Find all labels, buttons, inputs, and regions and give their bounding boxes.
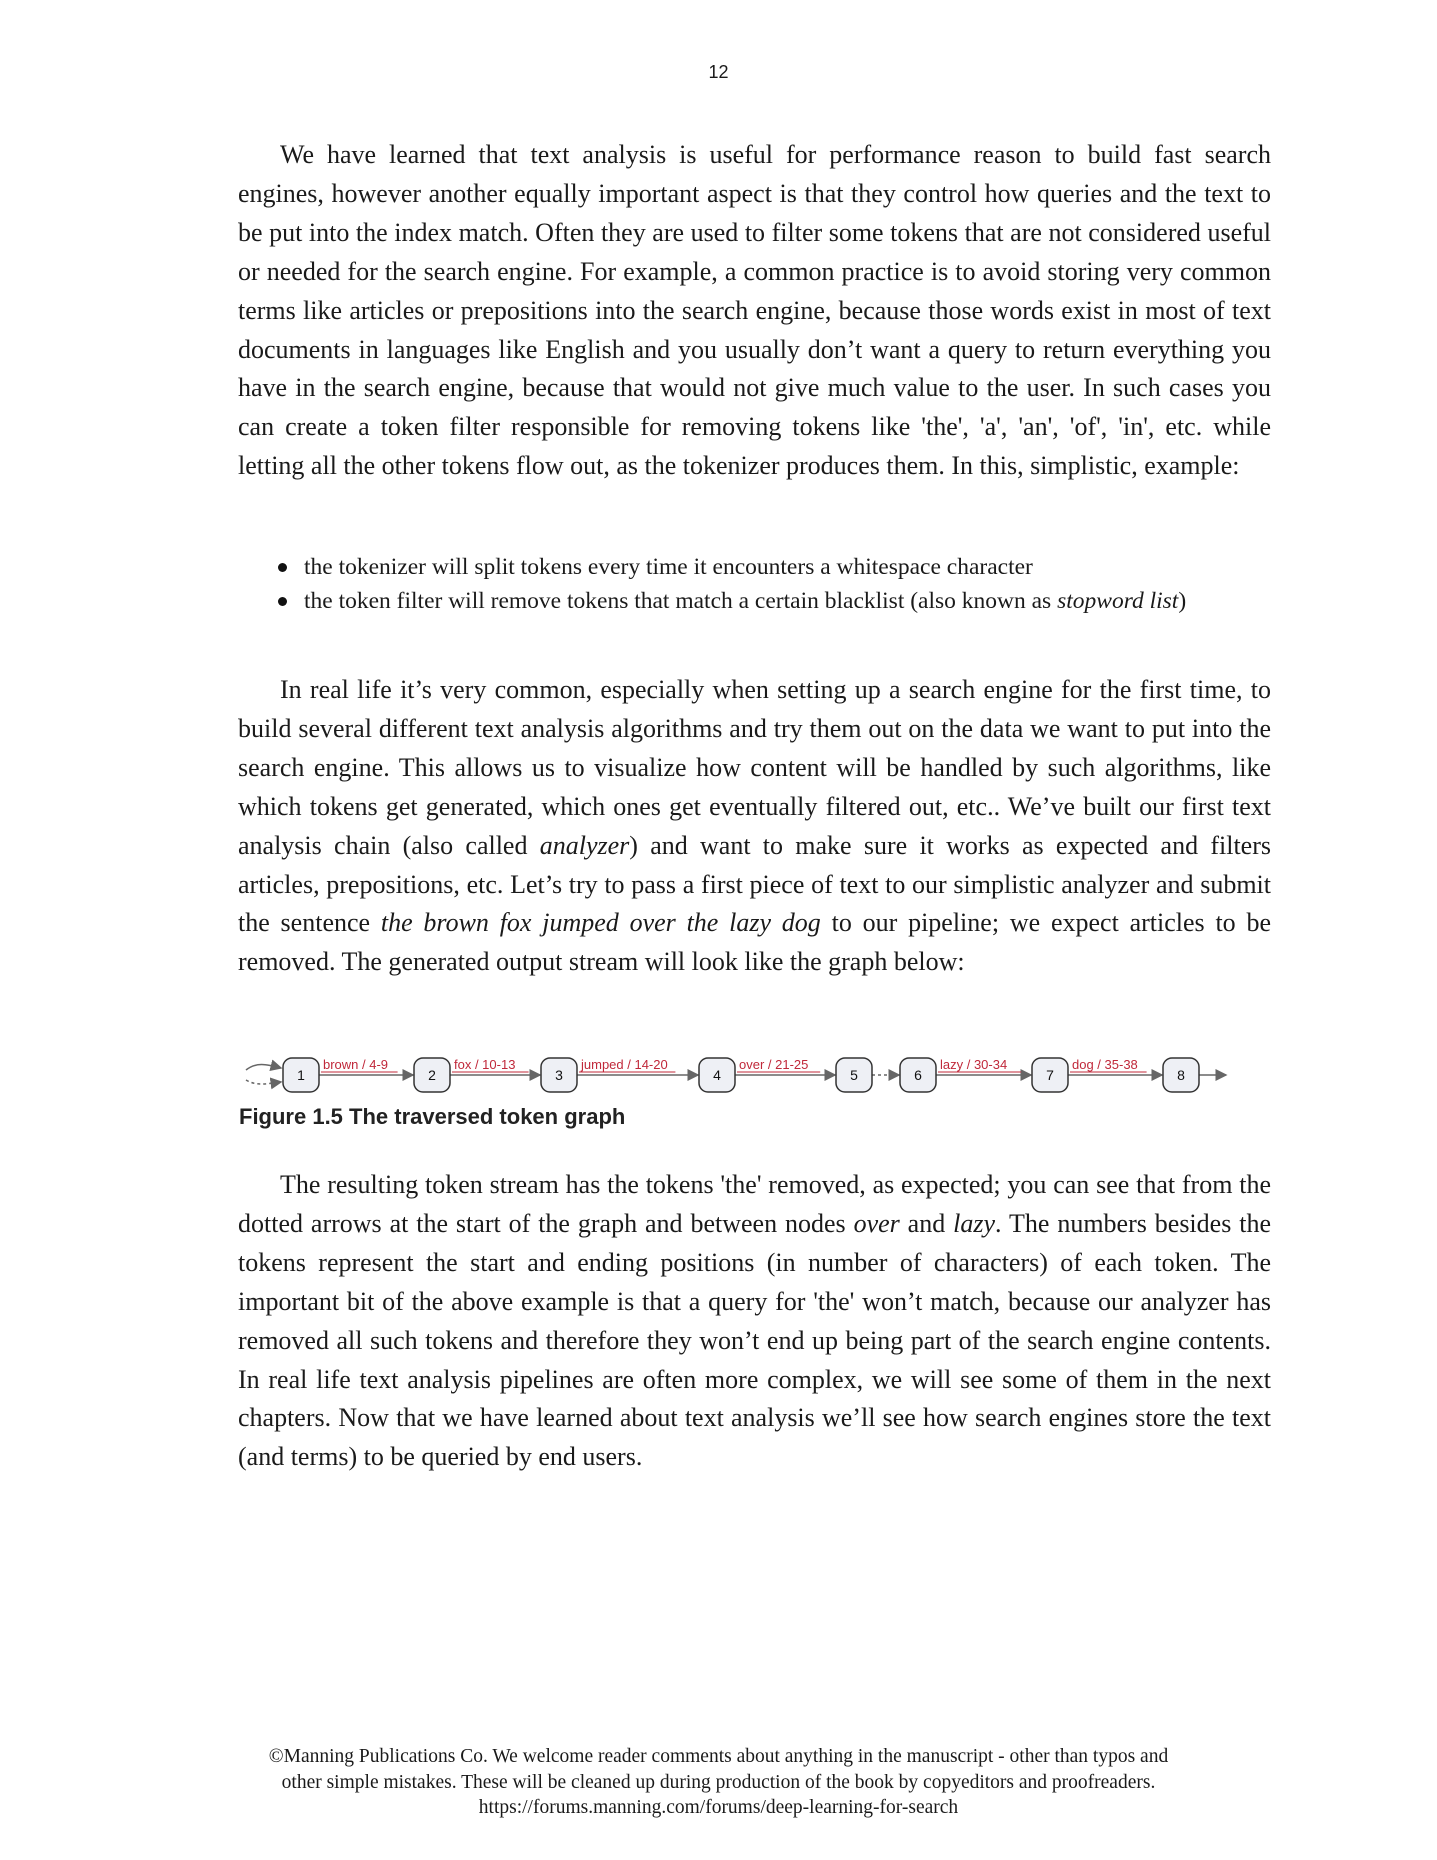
graph-node-label: 7 [1046, 1067, 1054, 1083]
italic-text: analyzer [539, 830, 630, 860]
paragraph-text: We have learned that text analysis is useful for performance reason to build fast search engines, however another equally important aspect is that they control how queries and the text to be put into the index match. Often they are used to filter some tokens that are not considered useful or needed for the search engine. For example, a common practice is to avoid storing very common terms like articles or prepositions into the search engine, because those words exist in most of text documents in languages like English and you usually don’t want a query to return everything you have in the search engine, because that would not give much value to the user. In such cases you can create a token filter responsible for removing tokens like 'the', 'a', 'an', 'of', 'in', etc. while letting all the other tokens flow out, as the tokenizer produces them. In this, simplistic, example: [238, 140, 1271, 481]
graph-node-label: 8 [1177, 1067, 1185, 1083]
footer-line: other simple mistakes. These will be cleaned up during production of the book by copyeditors and proofreaders. [281, 1771, 1156, 1793]
graph-node-label: 3 [555, 1067, 563, 1083]
bullet-italic: stopword list [1057, 588, 1179, 614]
footer-url: https://forums.manning.com/forums/deep-learning-for-search [478, 1797, 959, 1818]
text: In real life it’s very common, especially when setting up a search engine for the first time, to build several different text analysis algorithms and try them out on the data we want to put into the search engine. This allows us to visualize how content will be handled by such algorithms, like which tokens get generated, which ones get eventually filtered out, etc.. We’ve built our first text analysis chain (also called [238, 675, 1271, 860]
paragraph-2 [238, 671, 1271, 982]
edge-label: brown / 4-9 [323, 1057, 389, 1072]
footer [0, 1744, 1437, 1821]
text: to our pipeline; we expect articles to be removed. The generated output stream will look like the graph below: [238, 908, 1271, 977]
bullet-text: the token filter will remove tokens that match a certain blacklist (also known as [304, 588, 1058, 614]
text: ) and want to make sure it works as expected and filters articles, prepositions, etc. Let’s try to pass a first piece of text to our simplistic analyzer and submit the sentence [238, 830, 1271, 938]
graph-node-label: 6 [914, 1067, 922, 1083]
edge-label: lazy / 30-34 [940, 1057, 1008, 1072]
token-graph-figure [0, 1040, 1437, 1110]
italic-text: lazy [953, 1208, 996, 1238]
bullet-item [238, 552, 1271, 582]
bullet-text-end: ) [1178, 588, 1187, 614]
page-number: 12 [708, 62, 729, 82]
paragraph-1 [238, 136, 1271, 486]
graph-node-label: 2 [428, 1067, 436, 1083]
graph-node-label: 4 [713, 1067, 721, 1083]
footer-line: ©Manning Publications Co. We welcome reader comments about anything in the manuscript - other than typos and [268, 1746, 1169, 1767]
edge-label: jumped / 14-20 [581, 1057, 668, 1072]
italic-text: the brown fox jumped over the lazy dog [380, 908, 821, 938]
edge-label: fox / 10-13 [454, 1057, 516, 1072]
paragraph-3 [238, 1166, 1271, 1477]
start-arrow [246, 1065, 281, 1071]
bullet-text: the tokenizer will split tokens every time it encounters a whitespace character [304, 554, 1033, 580]
text: and [899, 1208, 954, 1238]
figure-caption: Figure 1.5 The traversed token graph [239, 1104, 626, 1129]
italic-text: over [853, 1208, 900, 1238]
bullet-list [238, 552, 1271, 616]
text: The resulting token stream has the tokens 'the' removed, as expected; you can see that from the dotted arrows at the start of the graph and between nodes [238, 1170, 1271, 1238]
edge-label: dog / 35-38 [1072, 1057, 1138, 1072]
graph-node-label: 5 [850, 1067, 858, 1083]
graph-node-label: 1 [297, 1067, 305, 1083]
bullet-item [238, 586, 1271, 616]
start-arrow-dotted [246, 1080, 281, 1084]
edge-label: over / 21-25 [739, 1057, 809, 1072]
text: . The numbers besides the tokens represent the start and ending positions (in number of characters) of each token. The important bit of the above example is that a query for 'the' won’t match, because our analyzer has removed all such tokens and therefore they won’t end up being part of the search engine contents. In real life text analysis pipelines are often more complex, we will see some of them in the next chapters. Now that we have learned about text analysis we’ll see how search engines store the text (and terms) to be queried by end users. [238, 1208, 1271, 1472]
